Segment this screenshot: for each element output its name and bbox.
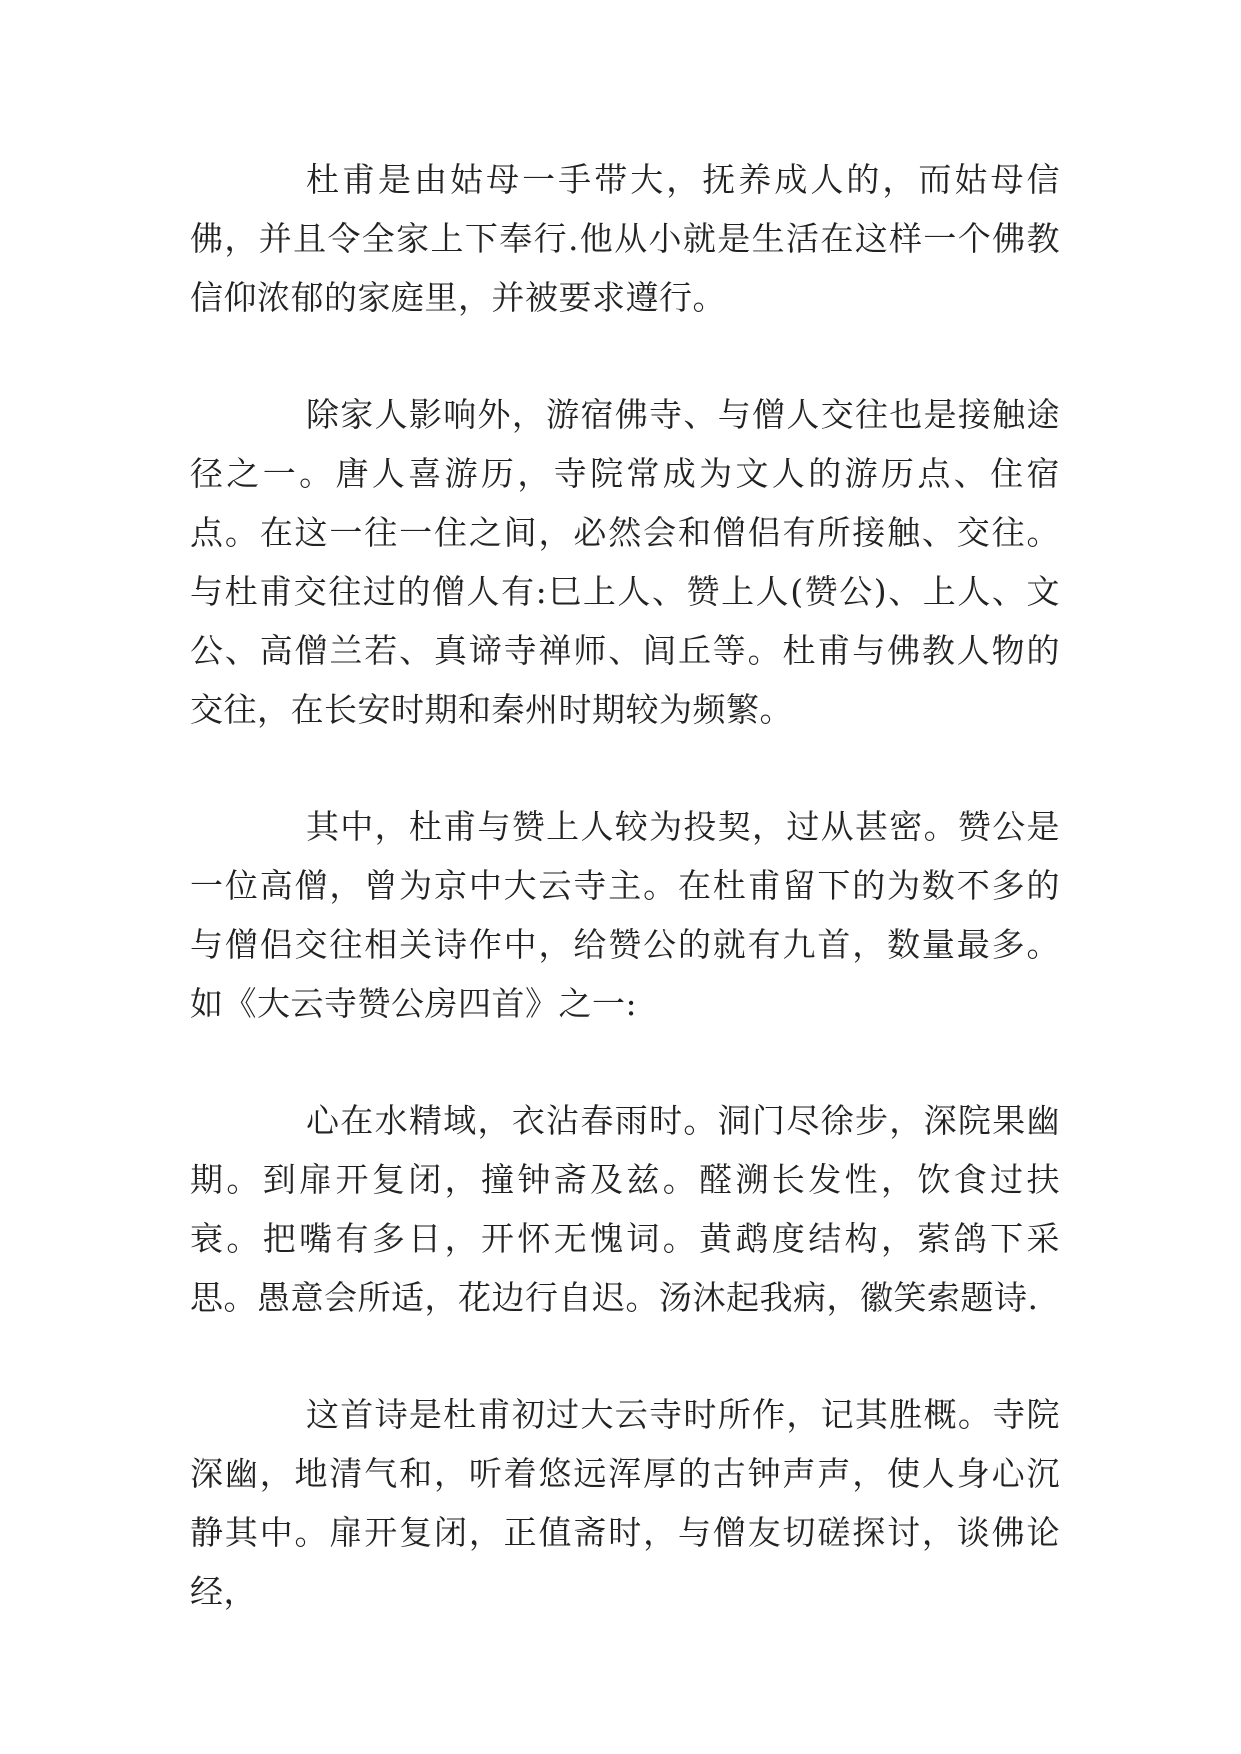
paragraph-poem-commentary: 这首诗是杜甫初过大云寺时所作，记其胜概。寺院深幽，地清气和，听着悠远浑厚的古钟声声，使人身心沉静其中。扉开复闭，正值斋时，与僧友切磋探讨，谈佛论经， <box>190 1395 1060 1611</box>
paragraph-monk-contacts: 除家人影响外，游宿佛寺、与僧人交往也是接触途径之一。唐人喜游历，寺院常成为文人的游历点、住宿点。在这一往一住之间，必然会和僧侣有所接触、交往。与杜甫交往过的僧人有:巳上人、赞上人(赞公)、上人、文公、高僧兰若、真谛寺禅师、闾丘等。杜甫与佛教人物的交往，在长安时期和秦州时期较为频繁。 <box>190 395 1060 729</box>
document-page <box>190 150 1060 1621</box>
paragraph-zan-gong: 其中，杜甫与赞上人较为投契，过从甚密。赞公是一位高僧，曾为京中大云寺主。在杜甫留下的为数不多的与僧侣交往相关诗作中，给赞公的就有九首，数量最多。如《大云寺赞公房四首》之一: <box>190 807 1060 1023</box>
paragraph-family-influence: 杜甫是由姑母一手带大，抚养成人的，而姑母信佛，并且令全家上下奉行.他从小就是生活在这样一个佛教信仰浓郁的家庭里，并被要求遵行。 <box>190 160 1060 317</box>
paragraph-poem: 心在水精域，衣沾春雨时。洞门尽徐步，深院果幽期。到扉开复闭，撞钟斋及兹。醛溯长发性，饮食过扶衰。把嘴有多日，开怀无愧词。黄鹉度结构，萦鸽下采思。愚意会所适，花边行自迟。汤沐起我病，徽笑索题诗. <box>190 1101 1060 1317</box>
